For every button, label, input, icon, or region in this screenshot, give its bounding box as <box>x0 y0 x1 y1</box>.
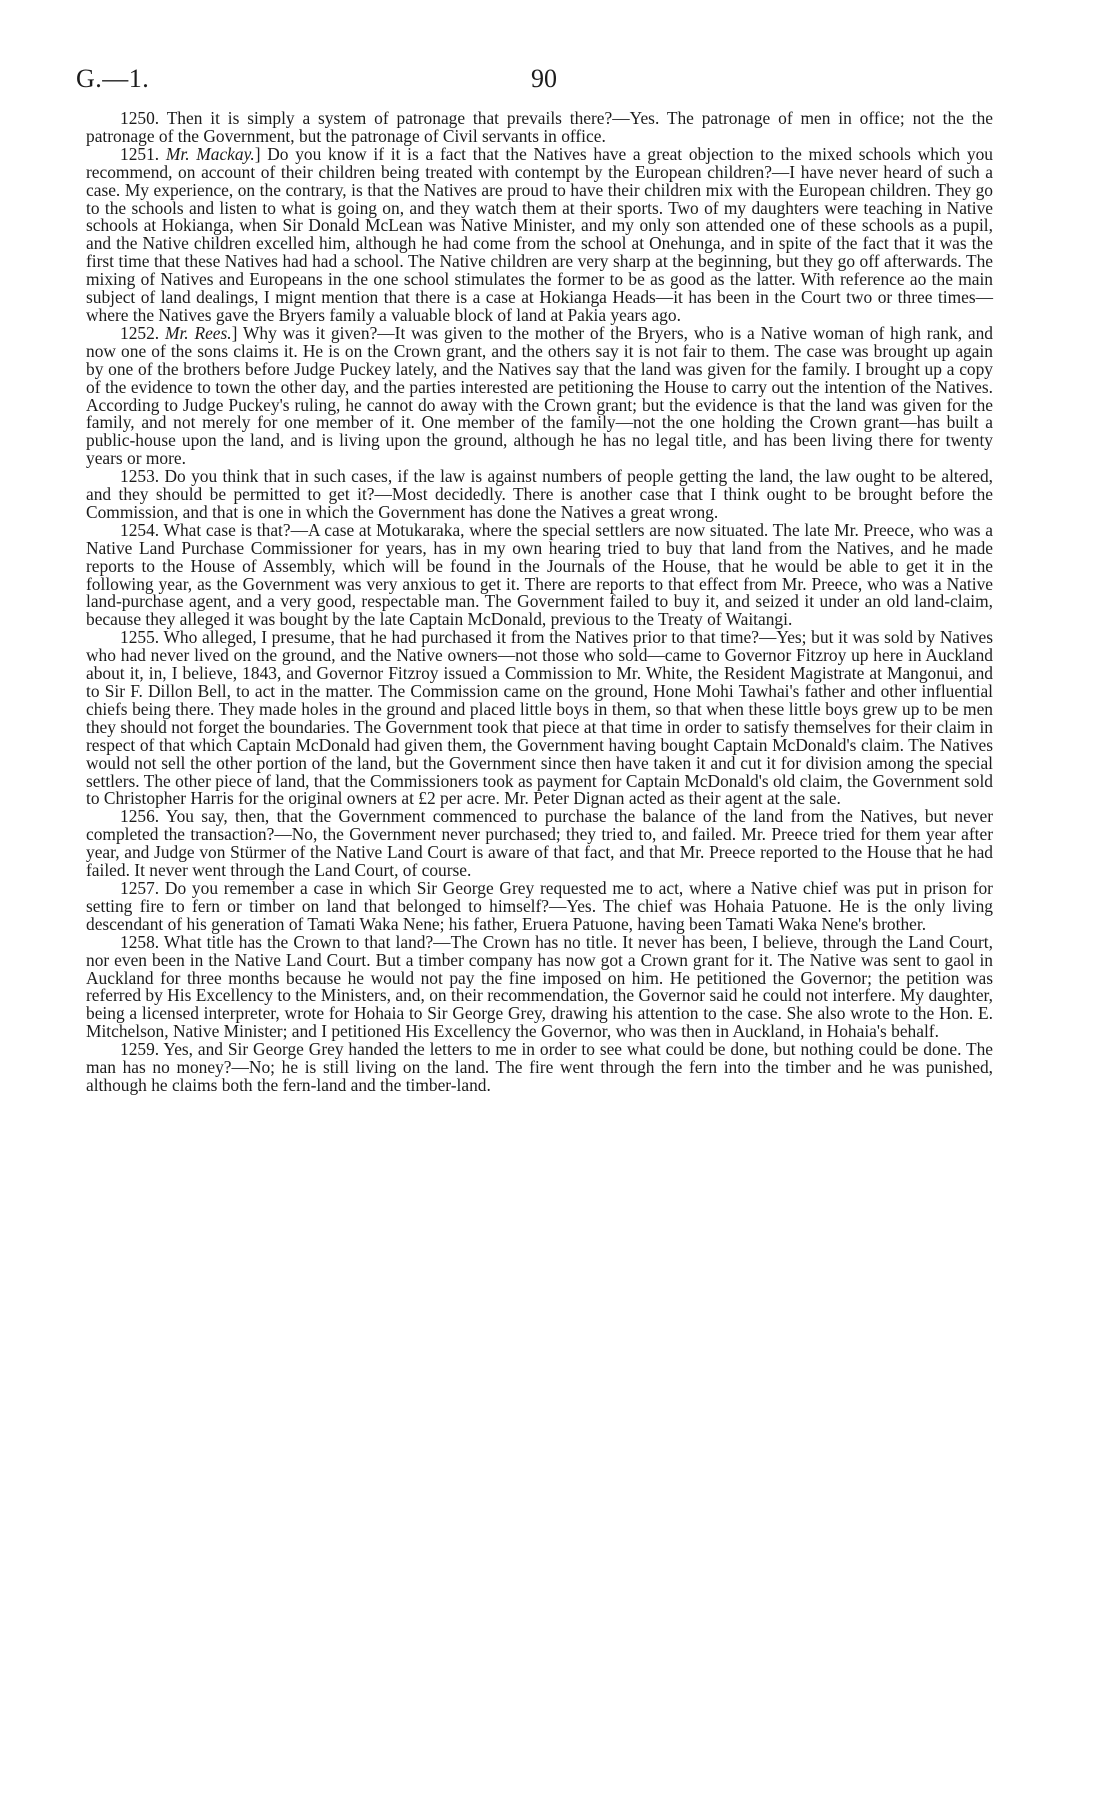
question-number: 1257. <box>120 877 160 898</box>
evidence-paragraph <box>86 110 993 146</box>
speaker-name: Mr. Mackay. <box>165 143 255 164</box>
speaker-bracket: ] <box>254 143 261 164</box>
question-number: 1250. <box>120 108 160 128</box>
paragraph-text: What title has the Crown to that land?—The Crown has no title. It never has been, I believe, through the Land Court, nor even been in the Native Land Court. But a timber company has now got a Crown grant for it. The Native was sent to gaol in Auckland for three months because he would not pay the fine imposed on him. He petitioned the Governor; the petition was referred by His Excellency to the Ministers, and, on their recommendation, the Governor said he could not interfere. My daughter, being a licensed interpreter, wrote for Hohaia to Sir George Grey, drawing his attention to the case. She also wrote to the Hon. E. Mitchelson, Native Minister; and I petitioned His Excellency the Governor, who was then in Auckland, in Hohaia's behalf. <box>86 931 993 1042</box>
paragraph-text: Do you think that in such cases, if the law is against numbers of people getting the land, the law ought to be altered, and they should be permitted to get it?—Most decidedly. There is another case that I think ought to be brought before the Commission, and that is one in which the Government has done the Natives a great wrong. <box>86 466 993 522</box>
speaker-bracket: ] <box>231 322 238 343</box>
evidence-paragraph <box>86 808 993 880</box>
question-number: 1258. <box>120 931 160 952</box>
paragraph-text: Yes, and Sir George Grey handed the letters to me in order to see what could be done, but nothing could be done. The man has no money?—No; he is still living on the land. The fire went through the fern into the timber and he was punished, although he claims both the fern-land and the timber-land. <box>86 1039 994 1095</box>
evidence-body <box>86 110 993 1095</box>
evidence-paragraph <box>86 322 993 469</box>
question-number: 1255. <box>120 627 160 648</box>
question-number: 1252. <box>120 322 160 343</box>
document-series-code: G.—1. <box>76 64 150 93</box>
paragraph-text: Who alleged, I presume, that he had purchased it from the Natives prior to that time?—Yes; but it was sold by Natives who had never lived on the ground, and the Native owners—not those who sold—came to Governor Fitzroy up here in Auckland about it, in, I believe, 1843, and Governor Fitzroy issued a Commission to Mr. White, the Resident Magistrate at Mangonui, and to Sir F. Dillon Bell, to act in the matter. The Commission came on the ground, Hone Mohi Tawhai's father and other influential chiefs being there. They made holes in the ground and placed little boys in them, so that when these little boys grew up to be men they should not forget the boundaries. The Government took that piece at that time in order to satisfy themselves for their claim in respect of that which Captain McDonald had given them, the Government having bought Captain McDonald's claim. The Natives would not sell the other portion of the land, but the Government since then have taken it and cut it for division among the special settlers. The other piece of land, that the Commissioners took as payment for Captain McDonald's old claim, the Government sold to Christopher Harris for the original owners at £2 per acre. Mr. Peter Dignan acted as their agent at the sale. <box>86 627 993 809</box>
page-number: 90 <box>531 64 557 93</box>
evidence-paragraph <box>86 1041 993 1095</box>
paragraph-text: You say, then, that the Government commenced to purchase the balance of the land from the Natives, but never completed the transaction?—No, the Government never purchased; they tried to, and failed. Mr. Preece tried for them year after year, and Judge von Stürmer of the Native Land Court is aware of that fact, and that Mr. Preece reported to the House that he had failed. It never went through the Land Court, of course. <box>86 806 993 881</box>
paragraph-text: What case is that?—A case at Motukaraka, where the special settlers are now situated. The late Mr. Preece, who was a Native Land Purchase Commissioner for years, has in my own hearing tried to buy that land from the Natives, and he made reports to the House of Assembly, which will be found in the Journals of the House, that he would be able to get it in the following year, as the Government was very anxious to get it. There are reports to that effect from Mr. Preece, who was a Native land-purchase agent, and a very good, respectable man. The Government failed to buy it, and seized it under an old land-claim, because they alleged it was bought by the late Captain McDonald, previous to the Treaty of Waitangi. <box>86 519 993 630</box>
evidence-paragraph <box>86 629 993 808</box>
question-number: 1253. <box>120 466 160 487</box>
question-number: 1254. <box>120 519 160 540</box>
page-header <box>76 64 994 100</box>
paragraph-text: Then it is simply a system of patronage that prevails there?—Yes. The patronage of men in office; not the the patronage of the Government, but the patronage of Civil servants in office. <box>86 108 993 146</box>
evidence-paragraph <box>86 519 993 630</box>
question-number: 1259. <box>120 1039 160 1060</box>
paragraph-text: Why was it given?—It was given to the mother of the Bryers, who is a Native woman of high rank, and now one of the sons claims it. He is on the Crown grant, and the others say it is not fair to them. The case was brought up again by one of the brothers before Judge Puckey lately, and the Natives say that the land was given for the family. I brought up a copy of the evidence to town the other day, and the parties interested are petitioning the House to carry out the intention of the Natives. According to Judge Puckey's ruling, he cannot do away with the Crown grant; but the evidence is that the land was given for the family, and not merely for one member of it. One member of the family—not the one holding the Crown grant—has built a public-house upon the land, and is living upon the ground, although he has no legal title, and has been living there for twenty years or more. <box>86 322 993 469</box>
paragraph-text: Do you remember a case in which Sir George Grey requested me to act, where a Native chief was put in prison for setting fire to fern or timber on land that belonged to himself?—Yes. The chief was Hohaia Patuone. He is the only living descendant of his generation of Tamati Waka Nene; his father, Eruera Patuone, having been Tamati Waka Nene's brother. <box>86 877 993 934</box>
question-number: 1251. <box>120 143 160 164</box>
evidence-paragraph <box>86 931 993 1042</box>
evidence-paragraph <box>86 877 993 934</box>
question-number: 1256. <box>120 806 160 827</box>
paragraph-text: Do you know if it is a fact that the Natives have a great objection to the mixed schools which you recommend, on account of their children being treated with contempt by the European children?—I have never heard of such a case. My experience, on the contrary, is that the Natives are proud to have their children mix with the European children. They go to the schools and listen to what is going on, and they watch them at their sports. Two of my daughters were teaching in Native schools at Hokianga, when Sir Donald McLean was Native Minister, and my only son attended one of these schools as a pupil, and the Native children excelled him, although he had come from the school at Onehunga, and in spite of the fact that it was the first time that these Natives had had a school. The Native children are very sharp at the beginning, but they go off afterwards. The mixing of Natives and Europeans in the one school stimulates the former to be as good as the latter. With reference ao the main subject of land dealings, I mignt mention that there is a case at Hokianga Heads—it has been in the Court two or three times—where the Natives gave the Bryers family a valuable block of land at Pakia years ago. <box>86 143 993 325</box>
evidence-paragraph <box>86 468 993 522</box>
evidence-paragraph <box>86 143 993 325</box>
speaker-name: Mr. Rees. <box>164 322 232 343</box>
